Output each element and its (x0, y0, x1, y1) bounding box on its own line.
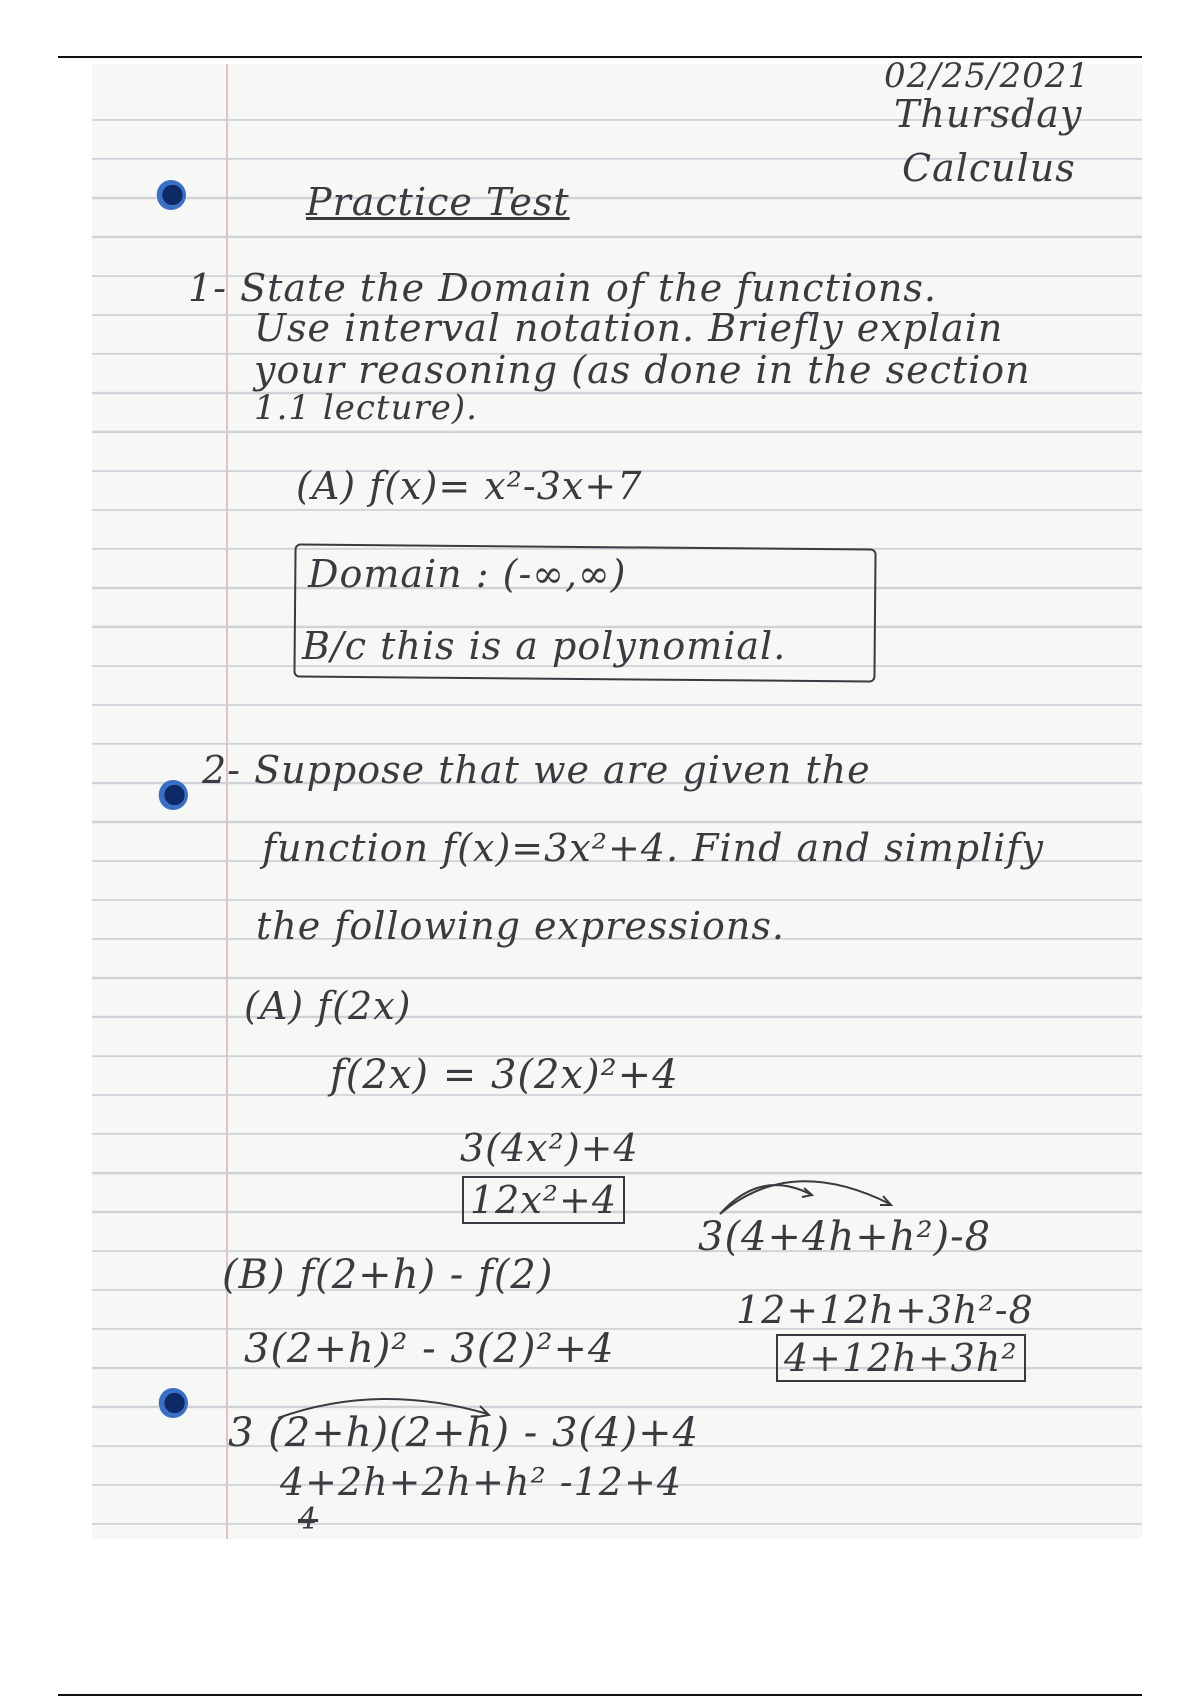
punch-hole-bottom (158, 1388, 188, 1418)
q2-a-step-2: 3(4x²)+4 (460, 1126, 639, 1170)
q2-line-1: 2- Suppose that we are given the (202, 748, 871, 792)
q1-line-1: 1- State the Domain of the functions. (188, 266, 937, 310)
q1-part-a: (A) f(x)= x²-3x+7 (296, 464, 643, 508)
q2-part-a: (A) f(2x) (244, 984, 412, 1028)
q2-a-answer: 12x²+4 (462, 1176, 625, 1224)
q2-r-answer: 4+12h+3h² (776, 1334, 1026, 1382)
q2-b-step-1: 3(2+h)² - 3(2)²+4 (244, 1326, 615, 1372)
q1-line-4: 1.1 lecture). (254, 388, 478, 428)
q2-part-b: (B) f(2+h) - f(2) (222, 1252, 554, 1298)
bottom-rule (58, 1694, 1142, 1696)
punch-hole-middle (158, 780, 188, 810)
day: Thursday (894, 92, 1083, 136)
punch-hole-top (156, 180, 186, 210)
foil-arrow (268, 1388, 508, 1428)
q2-b-step-2: 3 (2+h)(2+h) - 3(4)+4 (228, 1410, 700, 1456)
date: 02/25/2021 (884, 56, 1090, 96)
q2-line-3: the following expressions. (256, 904, 785, 948)
q2-a-step-1: f(2x) = 3(2x)²+4 (330, 1052, 679, 1098)
q2-r-step-2: 12+12h+3h²-8 (736, 1288, 1034, 1332)
q2-r-step-1: 3(4+4h+h²)-8 (698, 1214, 992, 1260)
q2-b-step-3: 4+2h+2h+h² -12+4 (280, 1460, 682, 1504)
q1-answer-domain: Domain : (-∞,∞) (308, 552, 627, 596)
subject: Calculus (902, 146, 1076, 190)
page-title: Practice Test (306, 180, 570, 224)
q2-b-step-4: 4 (298, 1502, 319, 1537)
q2-line-2: function f(x)=3x²+4. Find and simplify (262, 826, 1044, 870)
q1-line-2: Use interval notation. Briefly explain (254, 306, 1004, 350)
q1-line-3: your reasoning (as done in the section (254, 348, 1031, 392)
q1-answer-reason: B/c this is a polynomial. (302, 624, 787, 668)
